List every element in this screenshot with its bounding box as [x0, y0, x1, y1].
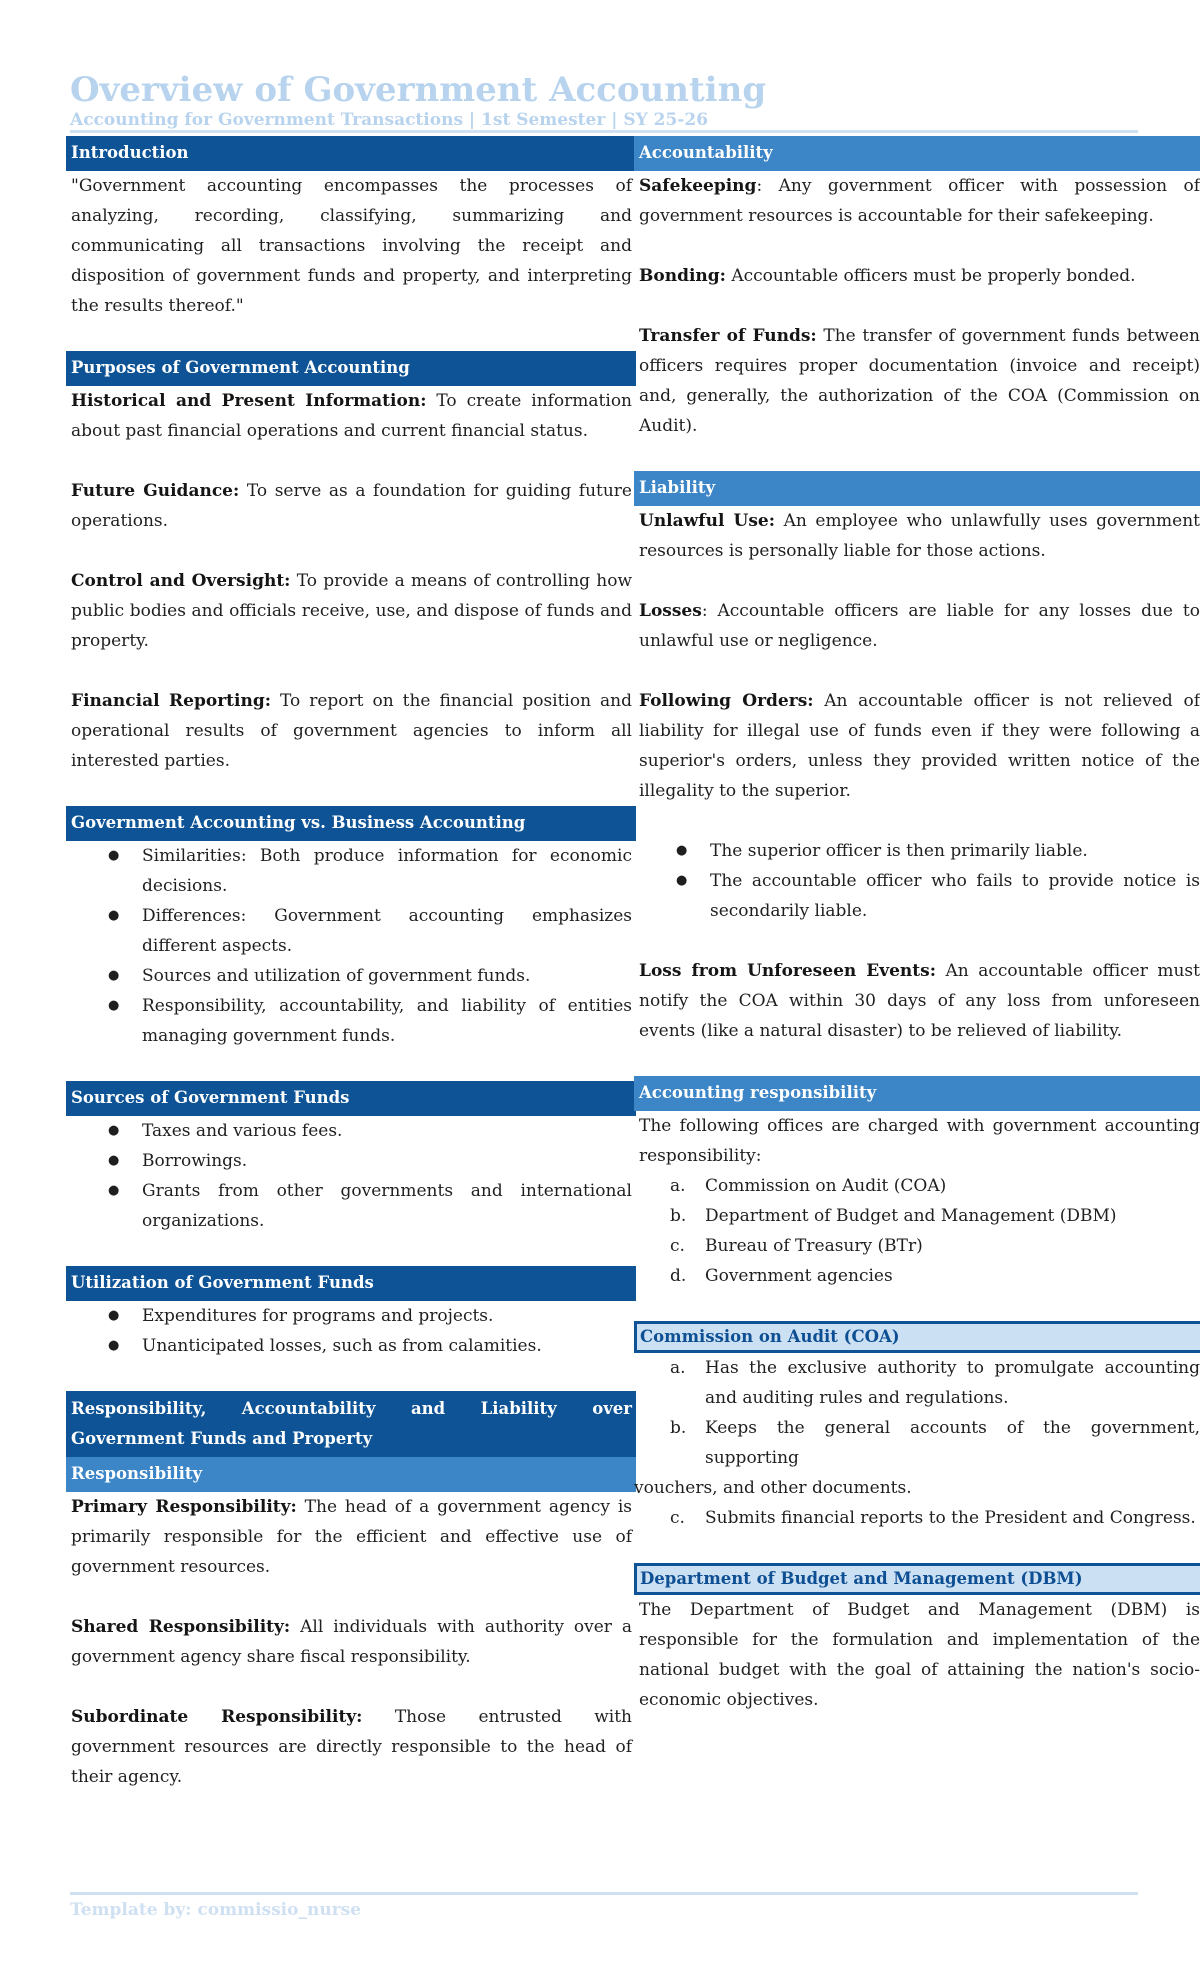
purpose-term: Future Guidance: [71, 481, 240, 501]
section-heading-purposes: Purposes of Government Accounting [66, 351, 636, 386]
liability-term: Loss from Unforeseen Events: [639, 961, 936, 981]
introduction-text: "Government accounting encompasses the processes of analyzing, recording, classifying, summarizing and communicating all transactions involving the receipt and disposition of government funds and property, and interpreting the results thereof." [71, 176, 632, 316]
purpose-text: To provide a means of controlling how public bodies and officials receive, use, and dispose of funds and property. [71, 571, 633, 651]
dbm-text: The Department of Budget and Management (DBM) is responsible for the formulation and implementation of the national budget with the goal of attaining the nation's socio-economic objectives. [639, 1600, 1200, 1710]
liability-text: An accountable officer must notify the COA within 30 days of any loss from unforeseen events (like a natural disaster) to be relieved of liability. [639, 961, 1200, 1041]
list-item: ● Grants from other governments and international organizations. [108, 1176, 632, 1236]
list-marker: a. [670, 1358, 686, 1378]
liability-term: Unlawful Use: [639, 511, 776, 531]
list-text: Submits financial reports to the President and Congress. [705, 1508, 1196, 1528]
liability-text: An accountable officer is not relieved of liability for illegal use of funds even if they were following a superior's orders, unless they provided written notice of the illegality to the superior. [639, 691, 1200, 801]
page-title: Overview of Government Accounting [70, 70, 767, 110]
list-marker: b. [670, 1418, 687, 1438]
section-heading-utilization: Utilization of Government Funds [66, 1266, 636, 1301]
accountability-term: Bonding: [639, 266, 726, 286]
accounting-responsibility-intro: The following offices are charged with government accounting responsibility: [639, 1116, 1200, 1166]
purpose-term: Financial Reporting: [71, 691, 271, 711]
section-heading-sources: Sources of Government Funds [66, 1081, 636, 1116]
section-heading-accountability: Accountability [634, 136, 1200, 171]
responsibility-item [66, 1492, 636, 1582]
liability-text: An employee who unlawfully uses government resources is personally liable for those actions. [639, 511, 1200, 561]
liability-item [634, 596, 1200, 656]
liability-item [634, 956, 1200, 1046]
list-text: Department of Budget and Management (DBM) [705, 1206, 1117, 1226]
section-heading-vs-business: Government Accounting vs. Business Accounting [66, 806, 636, 841]
purpose-item [66, 566, 636, 656]
offices-list [634, 1171, 1200, 1291]
list-item: ● Similarities: Both produce information for economic decisions. [108, 841, 632, 901]
list-item: ● Borrowings. [108, 1146, 632, 1176]
responsibility-term: Subordinate Responsibility: [71, 1707, 363, 1727]
list-item [670, 1353, 1200, 1413]
coa-list-continued [634, 1503, 1200, 1533]
purpose-text: To create information about past financial operations and current financial status. [71, 391, 633, 441]
list-item [670, 1231, 1200, 1261]
list-item: ● Expenditures for programs and projects. [108, 1301, 632, 1331]
list-marker: d. [670, 1266, 687, 1286]
section-heading-liability: Liability [634, 471, 1200, 506]
list-item [670, 1261, 1200, 1291]
section-heading-coa: Commission on Audit (COA) [634, 1321, 1200, 1353]
liability-term: Losses [639, 601, 702, 621]
list-item: ● Taxes and various fees. [108, 1116, 632, 1146]
responsibility-text: Those entrusted with government resources are directly responsible to the head of their agency. [71, 1707, 632, 1787]
section-heading-dbm: Department of Budget and Management (DBM) [634, 1563, 1200, 1595]
list-item: ● Unanticipated losses, such as from calamities. [108, 1331, 632, 1361]
accountability-text: Accountable officers must be properly bonded. [725, 266, 1136, 286]
liability-text: : Accountable officers are liable for any losses due to unlawful use or negligence. [639, 601, 1200, 651]
section-heading-introduction: Introduction [66, 136, 636, 171]
liability-term: Following Orders: [639, 691, 814, 711]
accountability-item [634, 321, 1200, 441]
accountability-item [634, 171, 1200, 231]
list-item: ● Responsibility, accountability, and liability of entities managing government funds. [108, 991, 632, 1051]
list-text: Bureau of Treasury (BTr) [705, 1236, 923, 1256]
accountability-text: : Any government officer with possession of government resources is accountable for their safekeeping. [639, 176, 1200, 226]
list-item: ● Sources and utilization of government funds. [108, 961, 632, 991]
liability-orders-list [634, 836, 1200, 926]
list-marker: b. [670, 1206, 687, 1226]
right-column [634, 136, 1200, 1715]
left-column [66, 136, 636, 1792]
list-marker: c. [670, 1236, 685, 1256]
responsibility-item [66, 1702, 636, 1792]
vs-business-list [66, 841, 636, 1051]
purpose-term: Historical and Present Information: [71, 391, 427, 411]
header-divider [70, 130, 1138, 133]
section-heading-accounting-responsibility: Accounting responsibility [634, 1076, 1200, 1111]
list-item: ● The superior officer is then primarily liable. [676, 836, 1200, 866]
list-text: Has the exclusive authority to promulgate accounting and auditing rules and regulations. [705, 1358, 1200, 1408]
accountability-term: Safekeeping [639, 176, 757, 196]
template-credit: Template by: commissio_nurse [70, 1900, 362, 1920]
list-item: ● Differences: Government accounting emphasizes different aspects. [108, 901, 632, 961]
responsibility-term: Shared Responsibility: [71, 1617, 291, 1637]
sources-list [66, 1116, 636, 1236]
utilization-list [66, 1301, 636, 1361]
accountability-text: The transfer of government funds between officers requires proper documentation (invoice and receipt) and, generally, the authorization of the COA (Commission on Audit). [639, 326, 1200, 436]
list-text: Commission on Audit (COA) [705, 1176, 947, 1196]
purpose-item [66, 386, 636, 446]
responsibility-text: All individuals with authority over a government agency share fiscal responsibility. [71, 1617, 632, 1667]
coa-item-b-continuation: vouchers, and other documents. [634, 1478, 912, 1498]
responsibility-text: The head of a government agency is primarily responsible for the efficient and effective use of government resources. [71, 1497, 632, 1577]
accountability-term: Transfer of Funds: [639, 326, 817, 346]
list-item [670, 1503, 1200, 1533]
footer-divider [70, 1892, 1138, 1895]
section-heading-ral: Responsibility, Accountability and Liability over Government Funds and Property [66, 1391, 636, 1457]
liability-item [634, 686, 1200, 806]
coa-list [634, 1353, 1200, 1473]
page-subtitle: Accounting for Government Transactions | 1st Semester | SY 25-26 [70, 110, 709, 130]
list-item [670, 1201, 1200, 1231]
purpose-text: To report on the financial position and operational results of government agencies to inform all interested parties. [71, 691, 632, 771]
responsibility-item [66, 1612, 636, 1672]
list-marker: a. [670, 1176, 686, 1196]
purpose-item [66, 686, 636, 776]
purpose-item [66, 476, 636, 536]
list-item [670, 1413, 1200, 1473]
list-item [670, 1171, 1200, 1201]
purpose-text: To serve as a foundation for guiding future operations. [71, 481, 632, 531]
accountability-item [634, 261, 1200, 291]
list-text: Keeps the general accounts of the government, supporting [705, 1418, 1200, 1468]
responsibility-term: Primary Responsibility: [71, 1497, 297, 1517]
purpose-term: Control and Oversight: [71, 571, 291, 591]
liability-item [634, 506, 1200, 566]
list-item: ● The accountable officer who fails to provide notice is secondarily liable. [676, 866, 1200, 926]
subsection-heading-responsibility: Responsibility [66, 1457, 636, 1492]
list-marker: c. [670, 1508, 685, 1528]
list-text: Government agencies [705, 1266, 893, 1286]
